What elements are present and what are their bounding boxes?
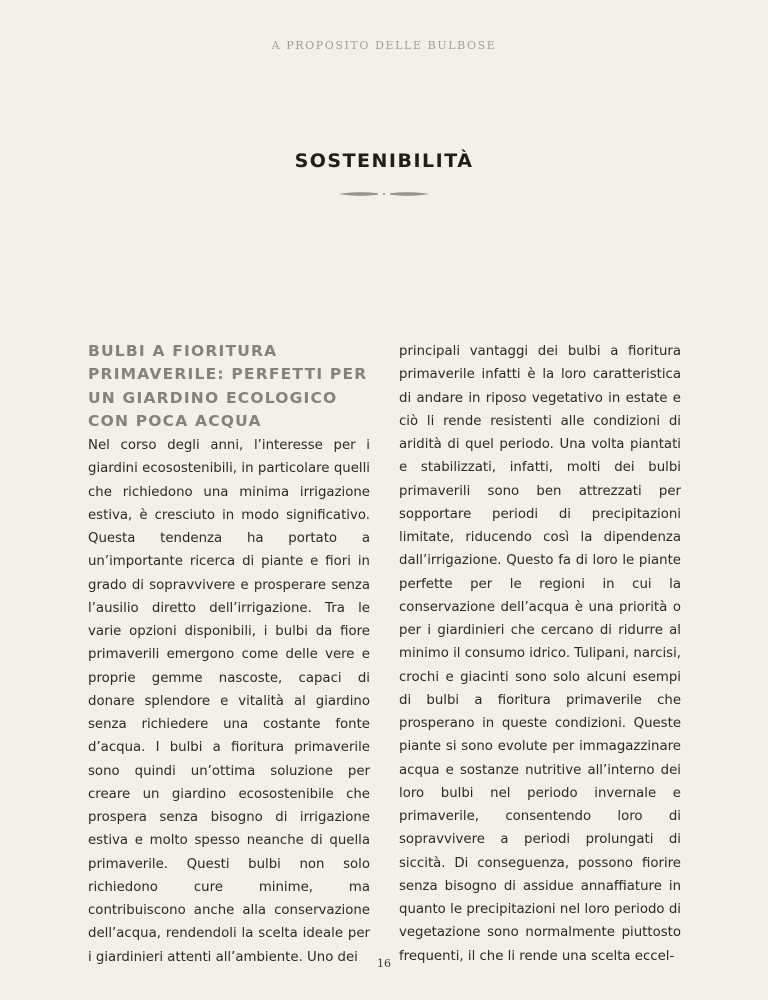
page-title: SOSTENIBILITÀ bbox=[294, 150, 474, 172]
left-column bbox=[88, 340, 370, 969]
running-head: A PROPOSITO DELLE BULBOSE bbox=[271, 39, 497, 52]
left-column-text: Nel corso degli anni, l’interesse per i giardini ecosostenibili, in particolare quelli che richiedono una minima irrigazione estiva, è cresciuto in modo significativo. Questa tendenza ha portato a un’importante ricerca di piante e fiori in grado di sopravvivere e prosperare senza l’ausilio diretto dell’irrigazione. Tra le varie opzioni disponibili, i bulbi da fiore primaverili emergono come delle vere e proprie gemme nascoste, capaci di donare splendore e vitalità al giardino senza richiedere una costante fonte d’acqua. I bulbi a fioritura primaverile sono quindi un’ottima soluzione per creare un giardino ecosostenibile che prospera senza bisogno di irrigazione estiva e molto spesso neanche di quella primaverile. Questi bulbi non solo richiedono cure minime, ma contribuiscono anche alla conservazione dell’acqua, rendendoli la scelta ideale per i giardinieri attenti all’ambiente. Uno dei bbox=[88, 438, 370, 965]
right-column bbox=[399, 340, 681, 968]
section-subheading: BULBI A FIORITURA PRIMAVERILE: PERFETTI PER UN GIARDINO ECOLOGICO CON POCA ACQUA bbox=[88, 342, 368, 430]
right-column-text: principali vantaggi dei bulbi a fioritura primaverile infatti è la loro caratteristica di andare in riposo vegetativo in estate e ciò li rende resistenti alle condizioni di aridità di quel periodo. Una volta piantati e stabilizzati, infatti, molti dei bulbi primaverili sono ben attrezzati per sopportare periodi di precipitazioni limitate, riducendo così la dipendenza dall’irrigazione. Questo fa di loro le piante perfette per le regioni in cui la conservazione dell’acqua è una priorità o per i giardinieri che cercano di ridurre al minimo il consumo idrico. Tulipani, narcisi, crochi e giacinti sono solo alcuni esempi di bulbi a fioritura primaverile che prosperano in queste condizioni. Queste piante si sono evolute per immagazzinare acqua e sostanze nutritive all’interno dei loro bulbi nel periodo invernale e primaverile, consentendo loro di sopravvivere a periodi prolungati di siccità. Di conseguenza, possono fiorire senza bisogno di assidue annaffiature in quanto le precipitazioni nel loro periodo di vegetazione sono normalmente piuttosto frequenti, il che li rende una scelta eccel- bbox=[399, 344, 681, 964]
flourish-divider-icon bbox=[338, 189, 430, 199]
page-number: 16 bbox=[377, 957, 391, 970]
